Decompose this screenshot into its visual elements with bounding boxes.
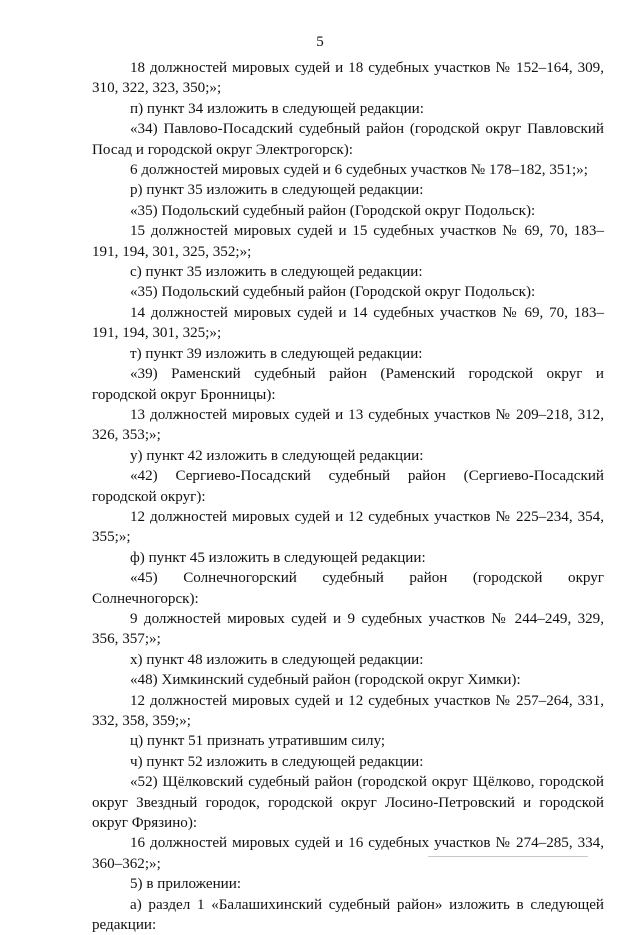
paragraph: 15 должностей мировых судей и 15 судебных участков № 69, 70, 183–191, 194, 301, 325, 352;»; xyxy=(92,223,604,260)
paragraph: ф) пункт 45 изложить в следующей редакции: xyxy=(130,549,426,566)
page-number: 5 xyxy=(316,34,324,50)
paragraph: 6 должностей мировых судей и 6 судебных участков № 178–182, 351;»; xyxy=(130,162,588,179)
paragraph: 13 должностей мировых судей и 13 судебных участков № 209–218, 312, 326, 353;»; xyxy=(92,406,604,444)
paragraph: 12 должностей мировых судей и 12 судебных участков № 257–264, 331, 332, 358, 359;»; xyxy=(92,692,604,729)
paragraph: ц) пункт 51 признать утратившим силу; xyxy=(130,733,386,750)
paragraph: х) пункт 48 изложить в следующей редакции: xyxy=(130,651,424,668)
paragraph: 18 должностей мировых судей и 18 судебных участков № 152–164, 309, 310, 322, 323, 350;»; xyxy=(92,60,604,97)
paragraph: 14 должностей мировых судей и 14 судебных участков № 69, 70, 183–191, 194, 301, 325;»; xyxy=(92,304,604,342)
footer-divider xyxy=(428,856,588,857)
paragraph: 16 должностей мировых судей и 16 судебных участков № 274–285, 334, 360–362;»; xyxy=(92,835,604,872)
paragraph: 9 должностей мировых судей и 9 судебных участков № 244–249, 329, 356, 357;»; xyxy=(92,610,604,648)
paragraph: «34) Павлово-Посадский судебный район (городской округ Павловский Посад и городской округ Электрогорск): xyxy=(92,121,604,158)
paragraph: 12 должностей мировых судей и 12 судебных участков № 225–234, 354, 355;»; xyxy=(92,508,604,546)
paragraph: 5) в приложении: xyxy=(130,876,242,893)
paragraph: у) пункт 42 изложить в следующей редакции: xyxy=(130,447,424,464)
paragraph: «35) Подольский судебный район (Городской округ Подольск): xyxy=(130,202,536,219)
paragraph: «48) Химкинский судебный район (городской округ Химки): xyxy=(130,672,521,689)
paragraph: а) раздел 1 «Балашихинский судебный район» изложить в следующей редакции: xyxy=(92,896,604,934)
paragraph: р) пункт 35 изложить в следующей редакции: xyxy=(130,182,424,199)
paragraph: с) пункт 35 изложить в следующей редакции: xyxy=(130,264,423,281)
paragraph: «45) Солнечногорский судебный район (городской округ Солнечногорск): xyxy=(92,570,604,607)
document-body xyxy=(92,58,604,935)
paragraph: «39) Раменский судебный район (Раменский городской округ и городской округ Бронницы): xyxy=(92,366,604,403)
paragraph: ч) пункт 52 изложить в следующей редакции: xyxy=(130,753,424,770)
paragraph: п) пункт 34 изложить в следующей редакции: xyxy=(130,100,424,117)
paragraph: «52) Щёлковский судебный район (городской округ Щёлково, городской округ Звездный городок, городской округ Лосино-Петровский и городской округ Фрязино): xyxy=(92,774,604,832)
paragraph: «35) Подольский судебный район (Городской округ Подольск): xyxy=(130,284,536,301)
paragraph: «42) Сергиево-Посадский судебный район (Сергиево-Посадский городской округ): xyxy=(92,468,604,505)
paragraph: т) пункт 39 изложить в следующей редакции: xyxy=(130,345,423,362)
